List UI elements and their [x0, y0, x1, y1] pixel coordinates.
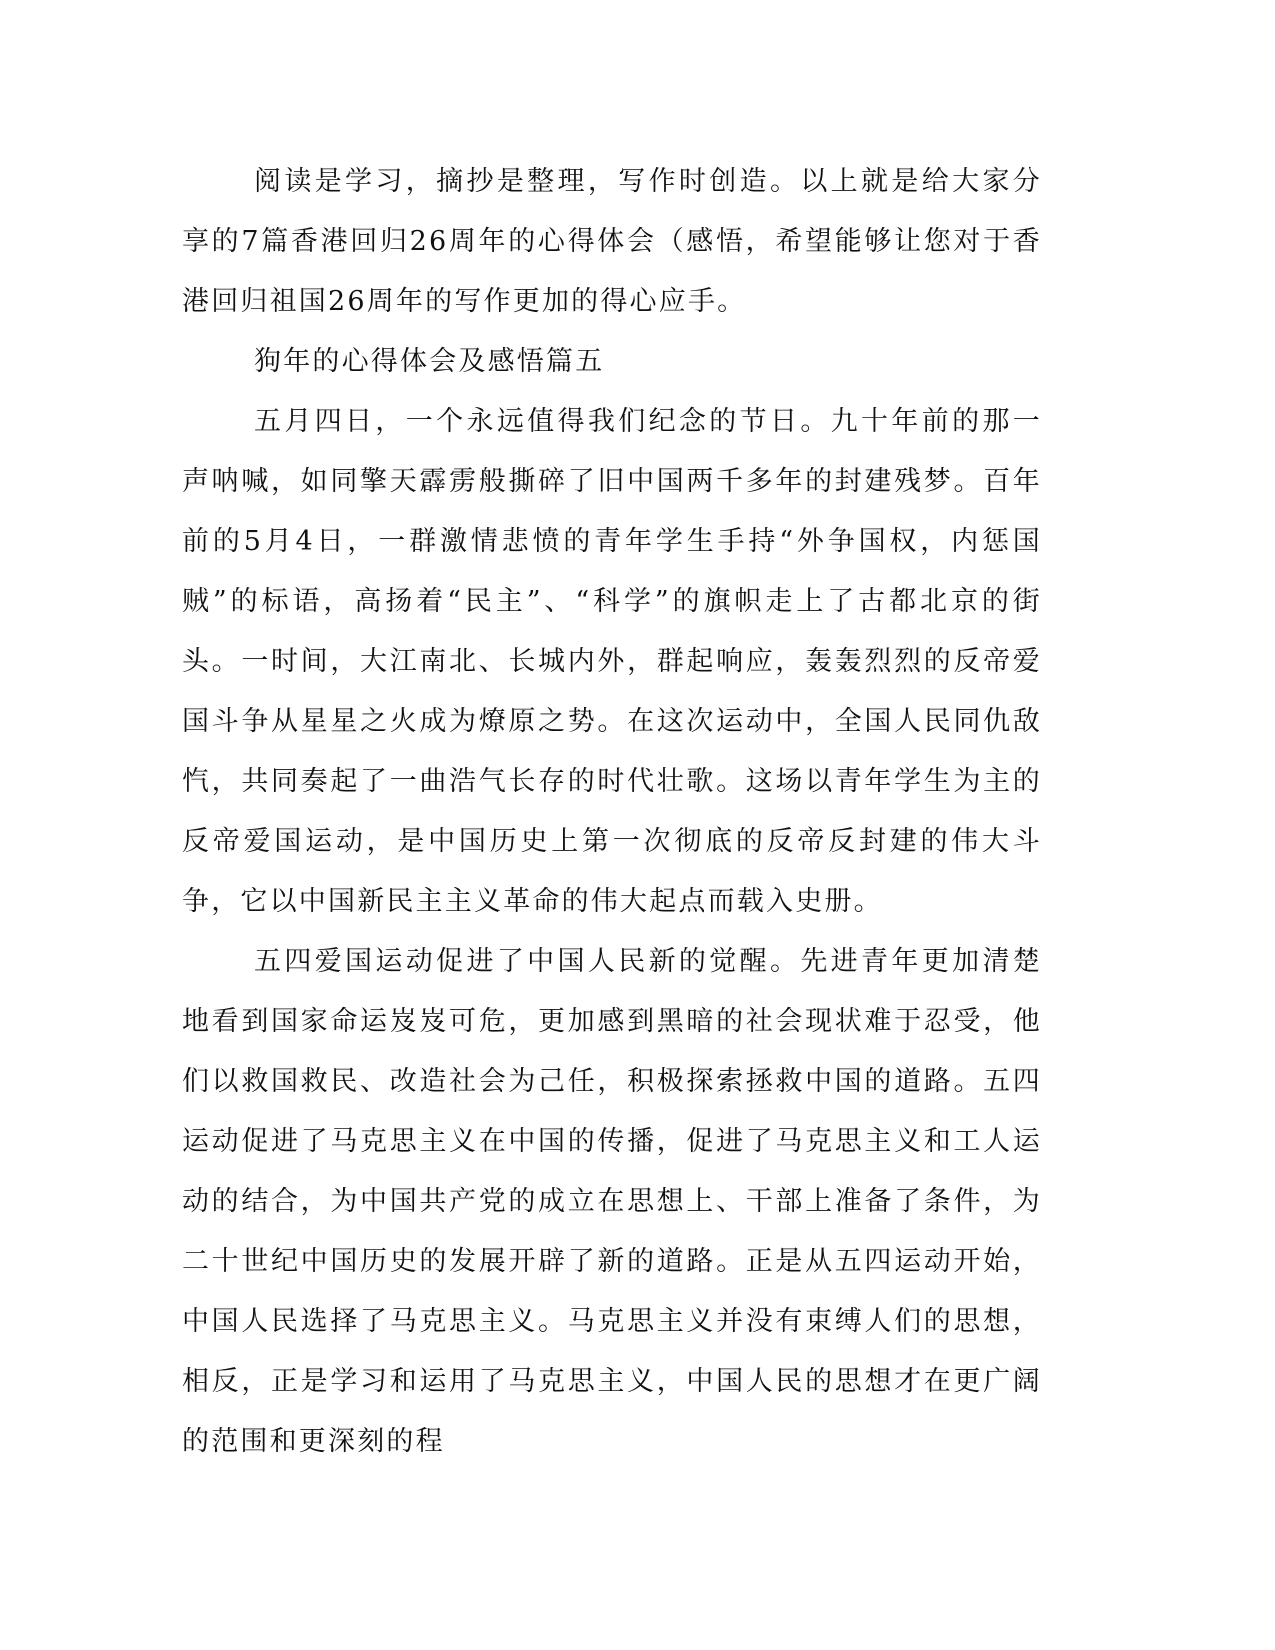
- section-heading: 狗年的心得体会及感悟篇五: [254, 346, 605, 377]
- paragraph-closing-summary: 阅读是学习，摘抄是整理，写作时创造。以上就是给大家分享的7篇香港回归26周年的心得体会（感悟，希望能够让您对于香港回归祖国26周年的写作更加的得心应手。: [182, 166, 1042, 317]
- paragraph-may-fourth-awakening: 五四爱国运动促进了中国人民新的觉醒。先进青年更加清楚地看到国家命运岌岌可危，更加感到黑暗的社会现状难于忍受，他们以救国救民、改造社会为己任，积极探索拯救中国的道路。五四运动促进了马克思主义在中国的传播，促进了马克思主义和工人运动的结合，为中国共产党的成立在思想上、干部上准备了条件，为二十世纪中国历史的发展开辟了新的道路。正是从五四运动开始，中国人民选择了马克思主义。马克思主义并没有束缚人们的思想，相反，正是学习和运用了马克思主义，中国人民的思想才在更广阔的范围和更深刻的程: [182, 946, 1042, 1457]
- document-body: [182, 152, 1042, 1472]
- paragraph-may-fourth-intro: 五月四日，一个永远值得我们纪念的节日。九十年前的那一声呐喊，如同擎天霹雳般撕碎了旧中国两千多年的封建残梦。百年前的5月4日，一群激情悲愤的青年学生手持“外争国权，内惩国贼”的标语，高扬着“民主”、“科学”的旗帜走上了古都北京的街头。一时间，大江南北、长城内外，群起响应，轰轰烈烈的反帝爱国斗争从星星之火成为燎原之势。在这次运动中，全国人民同仇敌忾，共同奏起了一曲浩气长存的时代壮歌。这场以青年学生为主的反帝爱国运动，是中国历史上第一次彻底的反帝反封建的伟大斗争，它以中国新民主主义革命的伟大起点而载入史册。: [182, 406, 1042, 917]
